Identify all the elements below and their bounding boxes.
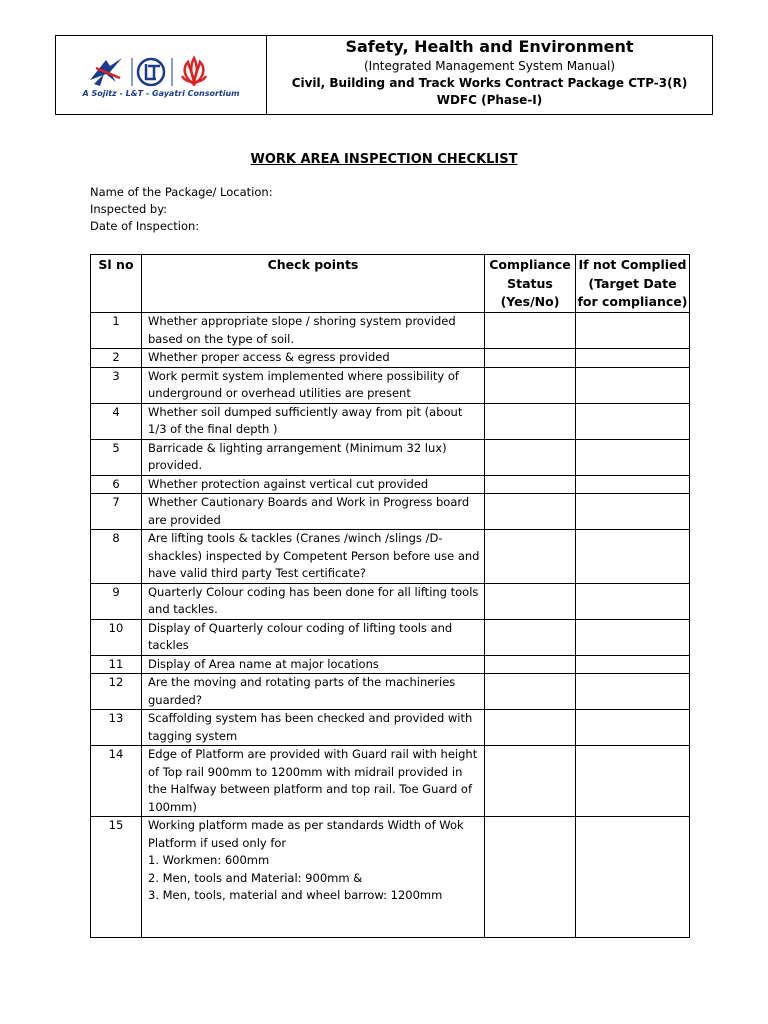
document-title: [0, 151, 768, 169]
table-row: [91, 817, 690, 938]
row-check-point: [142, 439, 485, 475]
check-point-line: tackles: [148, 638, 189, 652]
row-sl-number: 1: [91, 313, 142, 349]
row-compliance-status-cell[interactable]: [485, 619, 576, 655]
row-compliance-status-cell[interactable]: [485, 583, 576, 619]
table-row: [91, 349, 690, 368]
row-compliance-status-cell[interactable]: [485, 349, 576, 368]
row-target-date-cell[interactable]: [576, 313, 690, 349]
check-point-line: Barricade & lighting arrangement (Minimum 32 lux): [148, 440, 447, 455]
check-point-line: Working platform made as per standards Width of Wok: [148, 818, 464, 832]
header-compliance-status: Compliance Status (Yes/No): [485, 255, 576, 313]
row-sl-number: 12: [91, 674, 142, 710]
row-compliance-status-cell[interactable]: [485, 530, 576, 584]
row-target-date-cell[interactable]: [576, 746, 690, 817]
check-point-line: Whether Cautionary Boards and Work in Progress board: [148, 495, 470, 509]
row-check-point: [142, 367, 485, 403]
check-point-line: Edge of Platform are provided with Guard rail with height: [148, 747, 478, 761]
row-compliance-status-cell[interactable]: [485, 439, 576, 475]
row-check-point: [142, 817, 485, 938]
row-compliance-status-cell[interactable]: [485, 817, 576, 938]
check-point-line: Platform if used only for: [148, 835, 287, 850]
header-project: WDFC (Phase-I): [436, 93, 543, 107]
table-header-row: [91, 255, 690, 313]
row-sl-number: 9: [91, 583, 142, 619]
row-check-point: [142, 583, 485, 619]
check-point-line: and tackles.: [148, 602, 218, 616]
row-check-point: [142, 619, 485, 655]
row-check-point: [142, 349, 485, 368]
check-point-line: 100mm): [148, 799, 197, 814]
table-row: [91, 583, 690, 619]
row-check-point: [142, 710, 485, 746]
header-subtitle: (Integrated Management System Manual): [363, 59, 616, 73]
row-compliance-status-cell[interactable]: [485, 403, 576, 439]
row-sl-number: 6: [91, 475, 142, 494]
row-target-date-cell[interactable]: [576, 583, 690, 619]
inspection-fields: [90, 184, 273, 235]
table-row: [91, 674, 690, 710]
gayatri-lotus-icon: [182, 58, 206, 84]
check-point-line: 2. Men, tools and Material: 900mm &: [148, 870, 363, 885]
table-row: [91, 710, 690, 746]
check-point-line: shackles) inspected by Competent Person before use and: [148, 548, 480, 563]
lt-logo-icon: [138, 59, 164, 85]
check-point-line: Whether soil dumped sufficiently away from pit (about: [148, 404, 463, 419]
row-sl-number: 4: [91, 403, 142, 439]
row-target-date-cell[interactable]: [576, 655, 690, 674]
check-point-line: provided.: [148, 458, 203, 472]
date-of-inspection-label: Date of Inspection:: [90, 219, 200, 233]
header-title: Safety, Health and Environment: [345, 37, 634, 56]
table-row: [91, 439, 690, 475]
table-row: [91, 367, 690, 403]
row-check-point: [142, 746, 485, 817]
row-check-point: [142, 313, 485, 349]
check-point-line: guarded?: [148, 692, 202, 707]
check-point-line: Whether protection against vertical cut provided: [148, 476, 429, 491]
table-row: [91, 655, 690, 674]
row-target-date-cell[interactable]: [576, 475, 690, 494]
row-sl-number: 2: [91, 349, 142, 368]
table-row: [91, 475, 690, 494]
package-location-label: Name of the Package/ Location:: [90, 185, 273, 199]
row-check-point: [142, 403, 485, 439]
row-target-date-cell[interactable]: [576, 439, 690, 475]
sojitz-logo-icon: [90, 58, 122, 86]
check-point-line: Are the moving and rotating parts of the machineries: [148, 675, 456, 689]
row-target-date-cell[interactable]: [576, 817, 690, 938]
table-row: [91, 619, 690, 655]
check-point-line: Display of Quarterly colour coding of lifting tools and: [148, 620, 453, 635]
row-check-point: [142, 494, 485, 530]
row-check-point: [142, 674, 485, 710]
check-point-line: underground or overhead utilities are present: [148, 386, 411, 400]
inspected-by-label: Inspected by:: [90, 202, 168, 216]
header-package: Civil, Building and Track Works Contract Package CTP-3(R): [291, 76, 688, 90]
check-point-line: of Top rail 900mm to 1200mm with midrail provided in: [148, 764, 463, 779]
check-point-line: based on the type of soil.: [148, 331, 295, 346]
row-sl-number: 7: [91, 494, 142, 530]
check-point-line: Quarterly Colour coding has been done for all lifting tools: [148, 584, 479, 599]
row-target-date-cell[interactable]: [576, 367, 690, 403]
logo-caption: A Sojitz - L&T - Gayatri Consortium: [82, 89, 240, 98]
header-check-points: Check points: [142, 255, 485, 313]
row-compliance-status-cell[interactable]: [485, 710, 576, 746]
check-point-line: Whether appropriate slope / shoring system provided: [148, 314, 456, 328]
check-point-line: 3. Men, tools, material and wheel barrow: 1200mm: [148, 888, 443, 902]
row-compliance-status-cell[interactable]: [485, 475, 576, 494]
row-sl-number: 13: [91, 710, 142, 746]
logo-cell: [56, 36, 267, 114]
row-sl-number: 5: [91, 439, 142, 475]
table-row: [91, 403, 690, 439]
consortium-logo: [86, 54, 236, 90]
check-point-line: are provided: [148, 512, 221, 527]
row-target-date-cell[interactable]: [576, 403, 690, 439]
row-target-date-cell[interactable]: [576, 530, 690, 584]
table-row: [91, 494, 690, 530]
header-sl-no: Sl no: [91, 255, 142, 313]
checklist-rows: [91, 313, 690, 938]
check-point-line: Whether proper access & egress provided: [148, 350, 390, 364]
check-point-line: 1. Workmen: 600mm: [148, 853, 270, 867]
checklist-table: [90, 254, 690, 938]
row-sl-number: 11: [91, 655, 142, 674]
check-point-line: Display of Area name at major locations: [148, 656, 379, 671]
check-point-line: Are lifting tools & tackles (Cranes /winch /slings /D-: [148, 531, 443, 545]
row-check-point: [142, 655, 485, 674]
table-row: [91, 313, 690, 349]
check-point-line: have valid third party Test certificate?: [148, 566, 367, 580]
row-target-date-cell[interactable]: [576, 674, 690, 710]
row-check-point: [142, 530, 485, 584]
row-check-point: [142, 475, 485, 494]
check-point-line: 1/3 of the final depth ): [148, 422, 278, 436]
row-target-date-cell[interactable]: [576, 619, 690, 655]
document-title-text: WORK AREA INSPECTION CHECKLIST: [250, 152, 518, 167]
row-target-date-cell[interactable]: [576, 349, 690, 368]
header-title-cell: [267, 36, 712, 114]
row-target-date-cell[interactable]: [576, 494, 690, 530]
row-sl-number: 15: [91, 817, 142, 938]
row-sl-number: 10: [91, 619, 142, 655]
row-compliance-status-cell[interactable]: [485, 367, 576, 403]
table-row: [91, 530, 690, 584]
check-point-line: Work permit system implemented where possibility of: [148, 368, 459, 383]
check-point-line: Scaffolding system has been checked and provided with: [148, 711, 473, 725]
row-sl-number: 3: [91, 367, 142, 403]
document-header: [55, 35, 713, 115]
row-compliance-status-cell[interactable]: [485, 655, 576, 674]
header-target-date: If not Complied (Target Date for compliance): [576, 255, 690, 313]
row-compliance-status-cell[interactable]: [485, 494, 576, 530]
row-sl-number: 8: [91, 530, 142, 584]
row-compliance-status-cell[interactable]: [485, 674, 576, 710]
row-compliance-status-cell[interactable]: [485, 746, 576, 817]
row-compliance-status-cell[interactable]: [485, 313, 576, 349]
row-target-date-cell[interactable]: [576, 710, 690, 746]
table-row: [91, 746, 690, 817]
check-point-line: tagging system: [148, 728, 238, 743]
check-point-line: the Halfway between platform and top rail. Toe Guard of: [148, 782, 472, 796]
row-sl-number: 14: [91, 746, 142, 817]
